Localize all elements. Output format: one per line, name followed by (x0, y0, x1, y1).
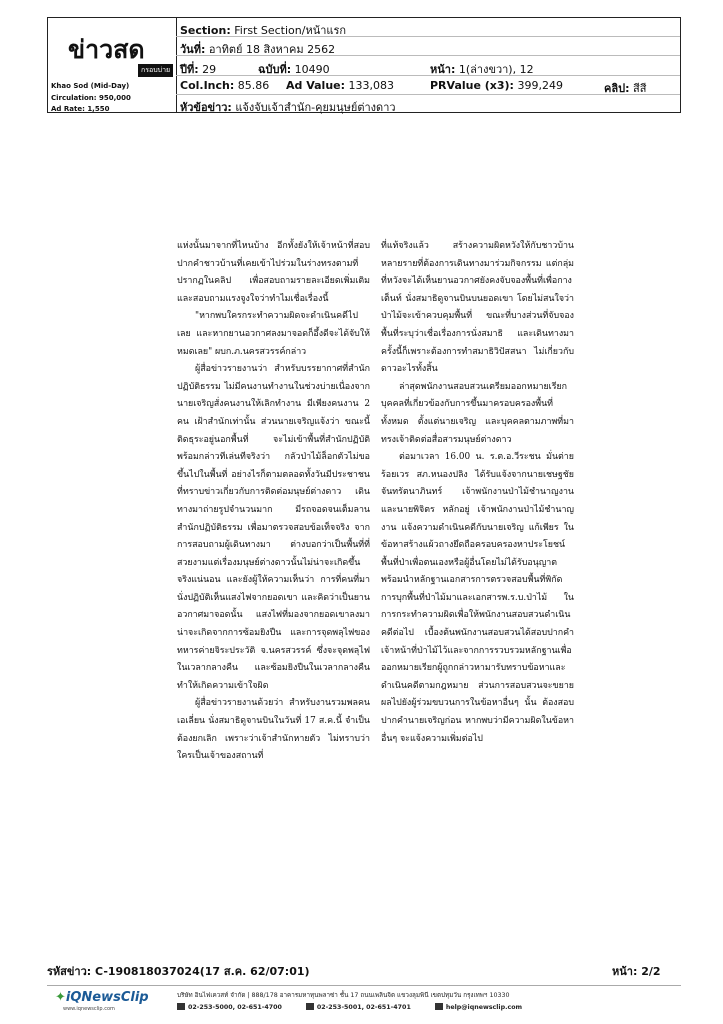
publication-logo: ข่าวสด (68, 35, 145, 64)
news-ref-code: รหัสข่าว: C-190818037024(17 ส.ค. 62/07:01) (47, 965, 310, 978)
edition-tag: กรอบบ่าย (138, 64, 173, 77)
phone-icon (177, 1003, 185, 1010)
fax-number: 02-253-5001, 02-651-4701 (316, 1004, 411, 1011)
phone-number: 02-253-5000, 02-651-4700 (188, 1004, 282, 1011)
publication-logo-box (48, 18, 177, 112)
contact-line (177, 1003, 544, 1011)
company-address: บริษัท อินไฟเควสท์ จำกัด | 888/178 อาคารมหาทุนพลาซ่า ชั้น 17 ถนนเพลินจิต แขวงลุมพินี เขตปทุมวัน กรุงเทพฯ 10330 (177, 992, 510, 999)
article-column-2 (381, 238, 574, 748)
iqnewsclip-logo: ✦iQNewsClip (55, 990, 149, 1005)
ad-rate: Ad Rate: 1,550 (51, 105, 110, 113)
clip-row: คลิป: สีสี (604, 82, 647, 95)
fax-icon (306, 1003, 314, 1010)
footer (47, 985, 681, 1016)
issue-row: ฉบับที่: 10490 (258, 63, 330, 76)
prvalue-row: PRValue (x3): 399,249 (430, 79, 563, 92)
article-paragraph: ที่แท้จริงแล้ว สร้างความผิดหวังให้กับชาวบ้านหลายรายที่ต้องการเดินทางมาร่วมกิจกรรม แต่กลุ่มที่หวังจะได้เห็นยานอวกาศยังคงจับจองพื้นที่เพื่อกางเต็นท์ นั่งสมาธิดูจานบินบนยอดเขา โดยไม่สนใจว่าป่าไม้จะเข้าควบคุมพื้นที่ ขณะที่บางส่วนที่จับจองพื้นที่ระบุว่าเชื่อเรื่องการนั่งสมาธิ และเดินทางมาครั้งนี้ก็เพราะต้องการทำสมาธิวิปัสสนา ไม่เกี่ยวกับดาวอะไรทั้งสิ้น (381, 241, 574, 375)
article-column-1 (177, 238, 370, 766)
article-paragraph: ผู้สื่อข่าวรายงานว่า สำหรับบรรยากาศที่สำนักปฏิบัติธรรม ไม่มีคนงานทำงานในช่วงบ่ายเนื่องจากนายเจริญสั่งคนงานให้เลิกทำงาน มีเพียงคนงาน 2 คน เฝ้าสำนักเท่านั้น ส่วนนายเจริญแจ้งว่า ขณะนี้ติดธุระอยู่นอกพื้นที่ จะไม่เข้าพื้นที่สำนักปฏิบัติ พร้อมกล่าวทีเล่นทีจริงว่า กลัวป่าไม้ล็อกตัวไม่ขอขึ้นไปในพื้นที่ อย่างไรก็ตามตลอดทั้งวันมีประชาชนที่ทราบข่าวเกี่ยวกับการติดต่อมนุษย์ต่างดาว เดินทางมาถ่ายรูปจำนวนมาก มีรถจอดจนเต็มลานสำนักปฏิบัติธรรม เพื่อมาตรวจสอบข้อเท็จจริง จากการสอบถามผู้เดินทางมา ต่างบอกว่าเป็นพื้นที่ที่สวยงามแต่เรื่องมนุษย์ต่างดาวนั้นไม่น่าจะเกิดขึ้นจริงแน่นอน และยังผู้ให้ความเห็นว่า การที่คนที่มานั่งปฏิบัติเห็นแสงไฟจากยอดเขา และคิดว่าเป็นยานอวกาศมาจอดนั้น แสงไฟที่มองจากยอดเขาลงมาน่าจะเกิดจากการซ้อมยิงปืน และการจุดพลุไฟของทหารค่ายจิระประวัติ จ.นครสวรรค์ ซึ่งจะจุดพลุไฟในเวลากลางคืน และซ้อมยิงปืนในเวลากลางคืนทำให้เกิดความเข้าใจผิด (177, 364, 370, 691)
headline-row: หัวข้อข่าว: แจ้งจับเจ้าสำนัก-คุยมนุษย์ต่างดาว (180, 101, 396, 114)
year-row: ปีที่: 29 (180, 63, 217, 76)
article-paragraph: ล่าสุดพนักงานสอบสวนเตรียมออกหมายเรียกบุคคลที่เกี่ยวข้องกับการขึ้นมาครอบครองพื้นที่ทั้งหมด ตั้งแต่นายเจริญ และบุคคลตามภาพที่มาทรงเจ้าติดต่อสื่อสารมนุษย์ต่างดาว (381, 381, 574, 445)
date-row: วันที่: อาทิตย์ 18 สิงหาคม 2562 (180, 43, 336, 56)
page-number: หน้า: 2/2 (612, 965, 661, 978)
website-text: www.iqnewsclip.com (63, 1006, 115, 1012)
article-paragraph: ผู้สื่อข่าวรายงานด้วยว่า สำหรับงานรวมพลคนเอเลี่ยน นั่งสมาธิดูจานบินในวันที่ 17 ส.ค.นี้ จำเป็นต้องยกเลิก เพราะว่าเจ้าสำนักหายตัว ไม่ทราบว่าใครเป็นเจ้าของสถานที่ (177, 698, 370, 762)
adval-row: Ad Value: 133,083 (286, 79, 395, 92)
publication-name: Khao Sod (Mid-Day) (51, 82, 130, 90)
colinch-row: Col.Inch: 85.86 (180, 79, 270, 92)
section-row: Section: First Section/หน้าแรก (180, 24, 347, 37)
article-paragraph: "หากพบใครกระทำความผิดจะดำเนินคดีไปเลย และหากยานอวกาศลงมาจอดก็อึ้งดีจะได้จับให้หมดเลย" ผบก.ภ.นครสวรรค์กล่าว (177, 311, 370, 357)
email-icon (435, 1003, 443, 1010)
email-address[interactable]: help@iqnewsclip.com (445, 1004, 523, 1011)
article-paragraph: ต่อมาเวลา 16.00 น. ร.ต.อ.วีระชน มั่นต่าย ร้อยเวร สภ.หนองปลิง ได้รับแจ้งจากนายเชษฐชัย จันทรัตนาภินทร์ เจ้าพนักงานป่าไม้ชำนาญงาน และนายพิจิตร หลักอยู่ เจ้าพนักงานป่าไม้ชำนาญงาน แจ้งความดำเนินคดีกับนายเจริญ แก้เพียร ในข้อหาสร้างแผ้วถางยึดถือครอบครองหาประโยชน์พื้นที่ป่าเพื่อตนเองหรือผู้อื่นโดยไม่ได้รับอนุญาต พร้อมนำหลักฐานเอกสารการตรวจสอบพื้นที่พิกัดการบุกพื้นที่ป่าไม้มาและเอกสารพ.ร.บ.ป่าไม้ ในการกระทำความผิดเพื่อให้พนักงานสอบสวนดำเนินคดีต่อไป เบื้องต้นพนักงานสอบสวนได้สอบปากคำเจ้าหน้าที่ป่าไม้ไว้และจากการรวบรวมหลักฐานเพื่อออกหมายเรียกผู้ถูกกล่าวหามารับทราบข้อหาและดำเนินคดีตามกฎหมาย ส่วนการสอบสวนจะขยายผลไปยังผู้ร่วมขบวนการในข้อหาอื่นๆ นั้น ต้องสอบปากคำนายเจริญก่อน หากพบว่ามีความผิดในข้อหาอื่นๆ จะแจ้งความเพิ่มต่อไป (381, 452, 574, 744)
clip-header (47, 17, 681, 113)
page-row: หน้า: 1(ล่างขวา), 12 (430, 63, 534, 76)
circulation: Circulation: 950,000 (51, 94, 131, 102)
article-paragraph: แห่งนั้นมาจากที่ไหนบ้าง อีกทั้งยังให้เจ้าหน้าที่สอบปากคำชาวบ้านที่เคยเข้าไปร่วมในร่างทรงตามที่ปรากฏในคลิป เพื่อสอบถามรายละเอียดเพิ่มเติมและสอบถามแรงจูงใจว่าทำไมเชื่อเรื่องนี้ (177, 241, 370, 304)
